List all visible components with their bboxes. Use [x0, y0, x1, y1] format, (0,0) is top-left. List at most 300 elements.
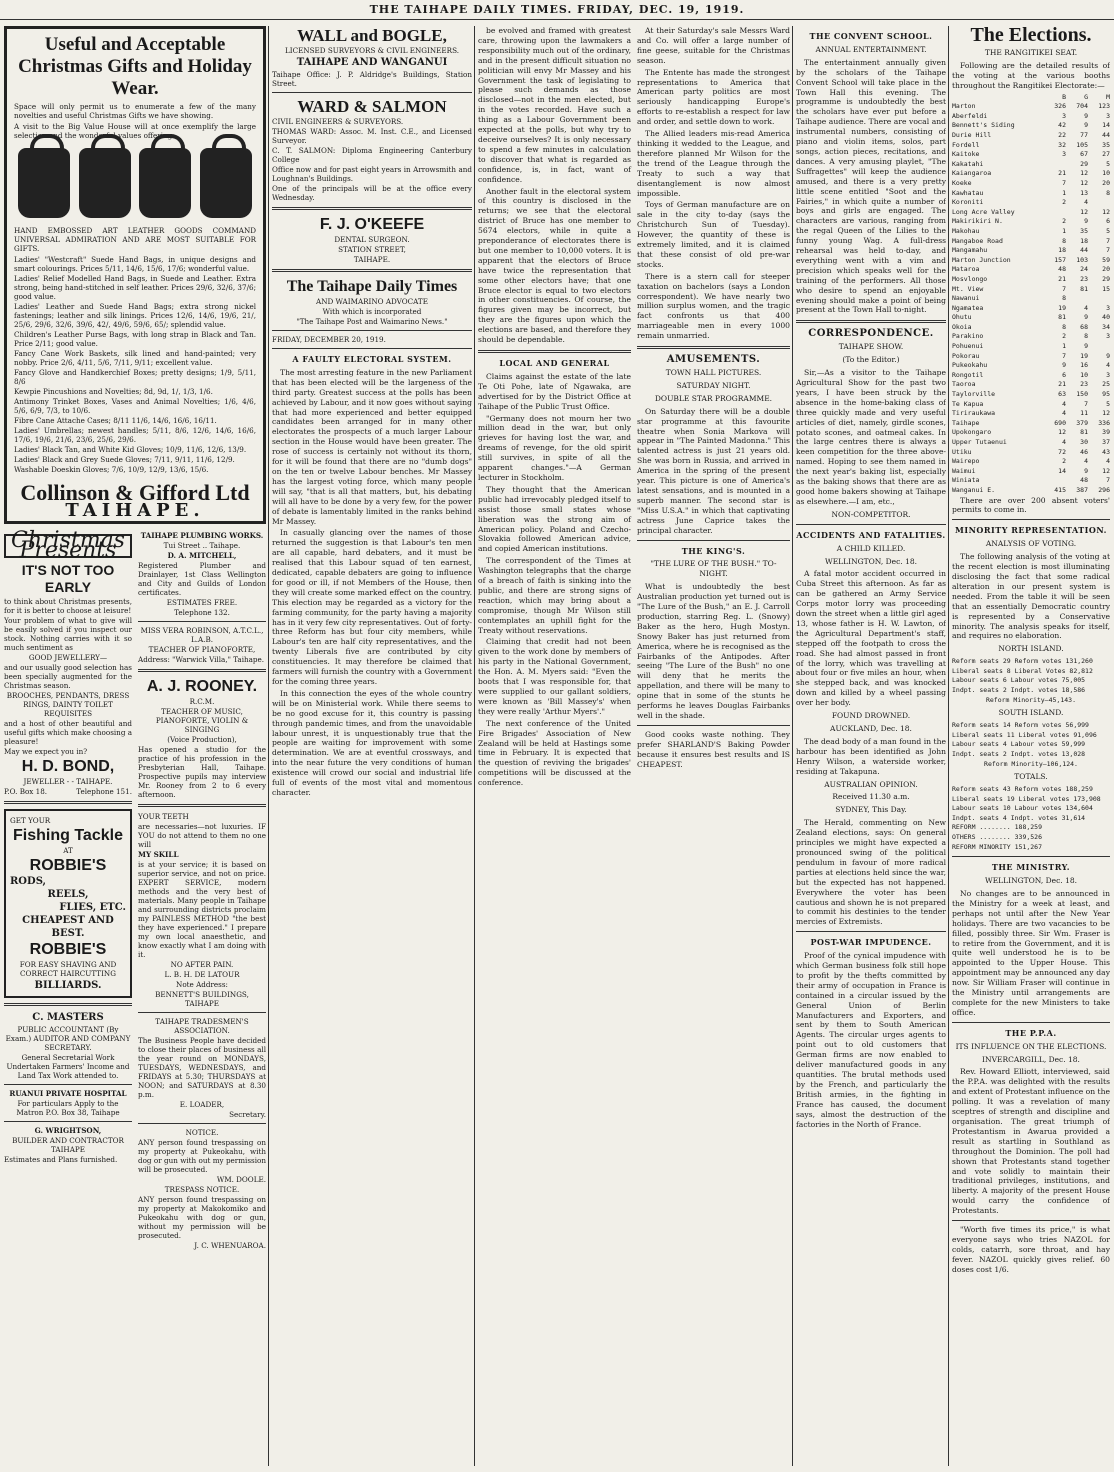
booth-g: 379 [1076, 418, 1088, 427]
bond-text: May we expect you in? [4, 746, 88, 756]
booth-name: Koroniti [952, 198, 984, 207]
booth-name: Nawanui [952, 294, 980, 303]
booth-row [952, 419, 1110, 429]
booth-row [952, 198, 1110, 208]
booth-g: 16 [1080, 361, 1088, 370]
gifts-lead: HAND EMBOSSED ART LEATHER GOODS COMMAND UNIVERSAL ADMIRATION AND ARE MOST SUITABLE FOR GIFTS. [14, 226, 256, 253]
booth-name: Taoroa [952, 380, 976, 389]
analysis-line: Reform seats 14 Reform votes 56,999 [952, 721, 1089, 730]
booth-g: 30 [1080, 438, 1088, 446]
notice-text: ANY person found trespassing on my property at Makokomiko and Pukeokahu with dog or gun, without my permission will be prosecuted. [138, 1194, 266, 1240]
rooney-text: Has opened a studio for the practice of his profession in the Presbyterian Hall, Taihape. Prospective pupils may interview Mr. Rooney from 2 to 6 every afternoon. [138, 744, 266, 799]
rooney-degree: R.C.M. [189, 696, 215, 706]
booth-m: 12 [1102, 207, 1110, 216]
plumbing-est: ESTIMATES FREE. [166, 597, 238, 607]
gift-item: Fancy Cane Work Baskets, silk lined and hand-painted; very nobby. Price 2/6, 4/11, 5/6, 7/11, 9/11; excellent value. [14, 349, 256, 367]
booth-g: 9 [1084, 313, 1088, 322]
analysis-line: Liberal seats 19 Liberal votes 173,908 [952, 794, 1101, 803]
booth-m: 20 [1102, 178, 1110, 187]
divider [4, 801, 132, 804]
bond-text: to think about Christmas presents, for it is better to choose at leisure! [4, 596, 132, 615]
amusements-title: AMUSEMENTS. [666, 354, 761, 366]
booth-g: 9 [1084, 121, 1088, 130]
ppa-sub: ITS INFLUENCE ON THE ELECTIONS. [955, 1041, 1107, 1051]
booth-m: 4 [1106, 361, 1110, 370]
booth-m: 9 [1106, 351, 1110, 360]
booth-name: Parakino [952, 332, 984, 341]
divider [637, 540, 790, 541]
wall-towns: TAIHAPE AND WANGANUI [296, 57, 448, 68]
booth-m: 95 [1102, 390, 1110, 399]
booth-m: 25 [1102, 380, 1110, 389]
booth-m: 8 [1106, 188, 1110, 197]
booth-b: 2 [1062, 332, 1066, 341]
booth-b: 8 [1062, 322, 1066, 331]
gift-item: Ladies' Umbrellas; newest handles; 5/11, 8/6, 12/6, 14/6, 16/6, 17/6, 19/6, 21/6, 23/6, 25/6, 29/6. [14, 426, 256, 444]
masters-line: General Secretarial Work Undertaken Farmers' Income and Land Tax Work attended to. [6, 1052, 130, 1080]
booth-g: 4 [1084, 303, 1088, 312]
booth-b: 81 [1058, 313, 1066, 322]
analysis-line: Reform seats 29 Reform votes 131,260 [952, 657, 1093, 666]
booth-row [952, 121, 1110, 131]
booth-b: 32 [1058, 140, 1066, 149]
paper-name: The Taihape Daily Times [286, 278, 458, 295]
gift-item: Fibre Cane Attache Cases; 8/11 11/6, 14/6, 16/6, 16/11. [14, 416, 217, 425]
paper-date: FRIDAY, DECEMBER 20, 1919. [272, 335, 386, 344]
plumbing-addr: Tui Street .. Taihape. [163, 540, 241, 550]
divider [796, 320, 946, 323]
robbie-line: Fishing Tackle [13, 826, 123, 844]
nazol-advertisement: "Worth five times its price," is what everyone says who tries NAZOL for colds, catarrh, sore throat, and hay fever. NAZOL quickly gives relief. 60 doses cost 1/6. [952, 1225, 1110, 1274]
analysis-line: Liberal seats 8 Liberal Votes 82,812 [952, 666, 1093, 675]
ministry-place: WELLINGTON, Dec. 18. [984, 876, 1077, 886]
amusements-sub: DOUBLE STAR PROGRAMME. [654, 393, 773, 403]
correspondence-to: (To the Editor.) [842, 355, 900, 365]
booth-g: 44 [1080, 246, 1088, 255]
ward-line: THOMAS WARD: Assoc. M. Inst. C.E., and Licensed Surveyor. [272, 127, 472, 145]
booth-name: Ngamatea [952, 303, 984, 312]
booth-name: Ohutu [952, 313, 972, 322]
firm-name: Collinson & Gifford Ltd [20, 480, 250, 505]
ministry-paragraph: No changes are to be announced in the Ministry for a week at least, and perhaps not until after the New Year holidays. There are two vacancies to be filled, possibly three. Sir Wm. Fraser is to retire from the Government, and it is quite well understood he is to be appointed to the Upper House. This appointment may be announced any day now. Sir William Fraser will continue in the Ministry until arrangements are complete for the new Ministers to take office. [952, 888, 1110, 1017]
minority-title: MINORITY REPRESENTATION. [955, 525, 1107, 536]
booth-row [952, 371, 1110, 381]
robbie-line: CHEAPEST AND BEST. [22, 914, 114, 939]
booth-b [1044, 476, 1066, 486]
booth-row [952, 265, 1110, 275]
column-rule [792, 26, 793, 1466]
booth-m: 14 [1102, 121, 1110, 130]
booth-b: 2 [1062, 198, 1066, 207]
divider [478, 350, 631, 353]
booth-name: Wanganui E. [952, 485, 996, 494]
dentist-line: NO AFTER PAIN. [170, 959, 234, 969]
amusements-sub: SATURDAY NIGHT. [676, 380, 751, 390]
ward-name: WARD & SALMON [297, 97, 447, 116]
booth-m: 34 [1102, 322, 1110, 331]
booth-name: Upokongaro [952, 428, 992, 437]
booth-m: 7 [1106, 246, 1110, 255]
booth-m: 7 [1106, 476, 1110, 485]
booth-name: Kaiangaroa [952, 169, 992, 178]
booth-row [952, 380, 1110, 390]
booth-m: 40 [1102, 313, 1110, 322]
booth-header-row [952, 93, 1110, 103]
booth-b: 72 [1058, 447, 1066, 456]
drowned-paragraph: The dead body of a man found in the harbour has been identified as John Henry Wilson, a waterside worker, residing at Takapuna. [796, 736, 946, 776]
article-paragraph: be evolved and framed with greatest care, throwing upon the lawmakers a responsibility much out of the ordinary, and in the present difficult situation no politician will envy Mr Massey and his Government the task of legislating to please such demands as those disclosed—not in the men elected, but in the votes recorded. Have such a thing as a Labour Government been expected at the polls, but why try to deceive ourselves? It is only necessary to spend a few minutes in calculation to discover that what is regarded as confidence, is, in fact, want of confidence. [478, 26, 631, 184]
booth-g: 13 [1080, 188, 1088, 197]
traders-title: TAIHAPE TRADESMEN'S ASSOCIATION. [155, 1016, 249, 1035]
rooney-role: TEACHER OF MUSIC, PIANOFORTE, VIOLIN & SINGING [155, 706, 249, 734]
okeefe-town: TAIHAPE. [353, 255, 391, 264]
divider [138, 669, 266, 672]
booth-b: 2 [1062, 217, 1066, 226]
australian-place: SYDNEY, This Day. [835, 805, 907, 815]
booth-row [952, 304, 1110, 314]
booth-m: 12 [1102, 466, 1110, 475]
booth-row [952, 131, 1110, 141]
booth-b: 690 [1054, 418, 1066, 427]
booth-b: 2 [1062, 457, 1066, 466]
booth-g: 150 [1076, 390, 1088, 399]
booth-b: 1 [1062, 342, 1066, 351]
booth-b: 3 [1062, 111, 1066, 120]
booth-b: 19 [1058, 303, 1066, 312]
local-paragraph: The next conference of the United Fire Brigades' Association of New Zealand will be held at Hastings some time in February. It is expected that the question of reviving the brigades' competitions will be discussed at the conference. [478, 718, 631, 788]
booth-row [952, 112, 1110, 122]
elections-intro: Following are the detailed results of the voting at the various booths throughout the Rangitikei Electorate:— [952, 60, 1110, 90]
booth-m: 7 [1106, 236, 1110, 245]
booth-name: Pokorau [952, 351, 980, 360]
booth-b: 14 [1058, 466, 1066, 475]
booth-row [952, 217, 1110, 227]
news-paragraph: The Allied leaders mis-read America thinking it wedded to the League, and therefore planned Mr Wilson for the the trend of the League through the Treaty to such a way that disentanglement is now almost impossible. [637, 129, 790, 198]
correspondence-sub: TAIHAPE SHOW. [838, 342, 904, 352]
gift-item: Ladies' Relief Modelled Hand Bags, in Suede and Leather. Extra strong, being hand-stitched in self leather. Prices 29/6, 32/6, 37/6; good value. [14, 274, 256, 301]
booth-g: 81 [1080, 284, 1088, 293]
article-paragraph: Another fault in the electoral system of this country is disclosed in the returns; we see that the electoral district of Bruce has one member to 5674 electors, while in quite a preponderance of electorates there is but one member to 10,000 voters. It is apparent that the electors of Bruce have twice the representation that some other electors have; that one Bruce elector is equal to two electors in other constituencies. Of course, the figures given may be incorrect, but they are the figures upon which the elections are based, and therefore they should be dependable. [478, 186, 631, 345]
booth-m: 43 [1102, 447, 1110, 456]
booth-row [952, 409, 1110, 419]
column-rule [474, 26, 475, 1466]
booth-row [952, 160, 1110, 170]
booth-g: 9 [1084, 466, 1088, 475]
booth-b [1044, 208, 1066, 218]
divider [4, 1084, 132, 1085]
booth-name: Long Acre Valley [952, 207, 1015, 216]
traders-sig: E. LOADER, [179, 1099, 225, 1109]
booth-m [1088, 294, 1110, 304]
booth-b: 4 [1062, 438, 1066, 446]
booth-g: 12 [1080, 169, 1088, 178]
bond-name: H. D. BOND, [21, 757, 115, 775]
booth-b [1044, 160, 1066, 170]
local-general-title: LOCAL AND GENERAL [499, 358, 610, 368]
analysis-line: REFORM ........ 188,259 [952, 823, 1043, 832]
dentist-name: L. B. H. DE LATOUR [164, 969, 240, 979]
editorial-paragraph: In casually glancing over the names of those returned the suggestion is that Labour's ten men are all capable, hard debaters, and it must be realised that this Labour squad of ten earnest, dedicated, capable debaters are going to influence for good or ill, if not Members of the House, then they will create some marked effect on the country. This election may be regarded as a victory for the farming community, for the party having a majority has in it very few city representatives. Out of forty-three Reform has but four city members, while Labour's ten are half city representatives, and the twenty Liberals five are contributed by city constituencies. It may therefore be claimed that farmers will furnish the country with a Government for the coming three years. [272, 528, 472, 686]
booth-name: Tiriraukawa [952, 409, 996, 418]
booth-b: 1 [1062, 226, 1066, 235]
booth-name: Kaitoke [952, 150, 980, 159]
hospital-text: For particulars Apply to the Matron P.O. Box 38, Taihape [16, 1098, 120, 1117]
robinson-name: MISS VERA ROBINSON, A.T.C.L., L.A.B. [140, 625, 264, 644]
divider [138, 1012, 266, 1013]
booth-name: Pukeokahu [952, 361, 988, 370]
booth-name: Waimui [952, 466, 976, 475]
robbie-line: AT [63, 845, 73, 855]
robinson-role: TEACHER OF PIANOFORTE, [148, 644, 256, 654]
booth-m: 5 [1106, 226, 1110, 235]
notice-sig: J. C. WHENUAROA. [194, 1240, 266, 1250]
robbie-line: REELS, [47, 888, 89, 900]
booth-name: Upper Tutaenui [952, 438, 1007, 446]
bond-role: JEWELLER - - TAIHAPE. [23, 776, 113, 786]
divider [796, 524, 946, 525]
booth-b: 12 [1058, 428, 1066, 437]
gift-item: Ladies' "Westcraft" Suede Hand Bags, in unique designs and smart colourings. Prices 5/11, 14/6, 15/6, 17/6; wonderful value. [14, 255, 256, 273]
booth-g: 387 [1076, 485, 1088, 494]
amusements-sub: TOWN HALL PICTURES. [665, 368, 762, 377]
booth-b: 415 [1054, 485, 1066, 494]
booth-g: 10 [1080, 370, 1088, 379]
handbag-illustrations [14, 148, 256, 218]
kings-sub: "THE LURE OF THE BUSH." TO-NIGHT. [650, 559, 777, 579]
ward-line: One of the principals will be at the office every Wednesday. [272, 184, 472, 202]
booth-m: 5 [1106, 159, 1110, 168]
booth-g: 4 [1084, 457, 1088, 466]
gift-item: Children's Leather Purse Bags, with long strap in Black and Tan. Price 2/11; good value. [14, 330, 256, 348]
bond-text: GOOD JEWELLERY— [28, 652, 108, 662]
robbie-line: FLIES, ETC. [59, 901, 126, 913]
booth-row [952, 256, 1110, 266]
booth-b: 3 [1062, 150, 1066, 159]
booth-g: 103 [1076, 255, 1088, 264]
booth-name: Fordell [952, 140, 980, 149]
booth-g: 9 [1084, 342, 1088, 351]
convent-title: THE CONVENT SCHOOL. [809, 31, 933, 41]
booth-g: 18 [1080, 236, 1088, 245]
booth-row [952, 400, 1110, 410]
column-rule [948, 26, 949, 1466]
analysis-line: Indpt. seats 2 Indpt. votes 13,028 [952, 749, 1086, 758]
paper-post: "The Taihape Post and Waimarino News." [296, 317, 448, 326]
dentist-addr: Note Address: [176, 979, 228, 989]
south-island-title: SOUTH ISLAND. [998, 708, 1064, 718]
booth-name: Kakatahi [952, 159, 984, 168]
okeefe-role: DENTAL SURGEON. [334, 235, 410, 244]
notice-text: ANY person found trespassing on my property at Pukeokahu, with dog or gun with out my permission will be prosecuted. [138, 1137, 266, 1174]
booth-row [952, 169, 1110, 179]
robbie-line: RODS, [10, 875, 47, 887]
booth-g: 12 [1080, 178, 1088, 187]
ward-role: CIVIL ENGINEERS & SURVEYORS. [272, 117, 404, 126]
booth-m: 6 [1106, 217, 1110, 226]
booth-b: 9 [1062, 361, 1066, 370]
booth-b: 8 [1062, 294, 1066, 303]
convent-paragraph: The entertainment annually given by the scholars of the Taihape Convent School will take place in the Town Hall this evening. The programme is undoubtedly the best the scholars have ever put before a Taihape audience. There are vocal and instrumental numbers, consisting of piano and violin items, solos, part songs, action pieces, recitations, and dances. A very amusing playlet, "The Suffragettes" will keep the audience amused, and there is a very pretty little scene entitled "Soot and the Fairies," in which quite a number of boys and girls are engaged. The characters are various, ranging from the regal Queen of the Lilies to the funny young Wag. A full-dress rehearsal was held to-day, and everything went with a vim and precision which speaks well for the training of the performers. All those who desire to spend an enjoyable evening should make a point of being present at the Town Hall to-night. [796, 57, 946, 315]
booth-g: 11 [1080, 409, 1088, 418]
booth-name: Pohuenui [952, 342, 984, 351]
ward-line: Office now and for past eight years in Arrowsmith and Loughnan's Buildings. [272, 165, 472, 183]
divider [796, 931, 946, 932]
booth-m: 3 [1106, 111, 1110, 120]
booth-name: Winiata [952, 476, 980, 485]
booth-g: 46 [1080, 447, 1088, 456]
booth-row [952, 237, 1110, 247]
booth-m [1088, 198, 1110, 208]
booth-row [952, 208, 1110, 218]
booth-row [952, 141, 1110, 151]
local-paragraph: Claiming that credit had not been given to the work done by members of his party in the National Government, the Hon. A. M. Myers said: "Even the boots that I was responsible for, that were supplied to our gallant soldiers, were known as 'Bill Massey's' when they were really 'Arthur Myers'." [478, 637, 631, 716]
dentist-line: YOUR TEETH [138, 811, 189, 821]
booth-row [952, 476, 1110, 486]
divider [4, 1003, 132, 1006]
booth-g: 23 [1080, 274, 1088, 283]
minority-sub: ANALYSIS OF VOTING. [985, 539, 1077, 549]
booth-m: 10 [1102, 169, 1110, 178]
dentist-line: MY SKILL [138, 849, 179, 859]
booth-name: Marton [952, 102, 976, 111]
booth-g: 105 [1076, 140, 1088, 149]
divider [272, 269, 472, 272]
accidents-title: ACCIDENTS AND FATALITIES. [796, 529, 946, 540]
plumbing-title: TAIHAPE PLUMBING WORKS. [140, 530, 264, 540]
header-cell: M [1106, 92, 1110, 101]
handbag-image [79, 148, 131, 218]
booth-b: 6 [1062, 370, 1066, 379]
gift-item: Ladies' Black Tan, and White Kid Gloves; 10/9, 11/6, 12/6, 13/9. [14, 445, 247, 454]
analysis-line: Labour seats 6 Labour votes 75,005 [952, 676, 1086, 685]
dentist-line: are necessaries—not luxuries. IF YOU do not attend to them no one will [138, 821, 266, 849]
booth-g: 24 [1080, 265, 1088, 274]
notice-sig: WM. DOOLE. [216, 1174, 266, 1184]
booth-row [952, 428, 1110, 438]
bond-text: Your problem of what to give will be easily solved if you inspect our stock. Nothing carries with it so much sentiment as [4, 615, 132, 652]
booth-m: 59 [1102, 255, 1110, 264]
divider [952, 519, 1110, 520]
booth-name: Rongotil [952, 370, 984, 379]
booth-results-table [952, 93, 1110, 496]
local-paragraph: "Germany does not mourn her two million dead in the war, but only grieves for having lost the war, and dreams of revenge, for the old spirit still survives, in spite of all the apparent changes."—A German lecturer in Stockholm. [478, 413, 631, 482]
postwar-paragraph: Proof of the cynical impudence with which German business folk still hope to profit by the thefts committed by their army of occupation in France is contained in a circular issued by the General Union of Berlin Manufacturers and Exporters, and sent by them to South American Agents. The circular urges agents to point out to old customers that German firms are now enabled to deliver manufactured goods in any quantities. The brutal methods used by the French, and particularly the British armies, in the fighting in France has caused, the document says, almost the destruction of the factories in the North of France. [796, 951, 946, 1129]
divider [272, 348, 472, 349]
analysis-line: Reform seats 43 Reform votes 188,259 [952, 785, 1093, 793]
divider [272, 207, 472, 210]
column-4 [796, 26, 946, 1466]
booth-name: Durie Hill [952, 131, 992, 139]
australian-received: Received 11.30 a.m. [832, 792, 910, 802]
ministry-title: THE MINISTRY. [991, 862, 1071, 873]
booth-name: Kawhatau [952, 188, 984, 197]
booth-g: 9 [1084, 111, 1088, 120]
booth-g [1066, 294, 1088, 304]
booth-g: 4 [1084, 198, 1088, 207]
plumbing-name: D. A. MITCHELL, [167, 550, 237, 560]
column-1 [4, 26, 266, 1466]
booth-m: 12 [1102, 409, 1110, 418]
booth-name: Aberfeldi [952, 111, 988, 120]
booth-b: 157 [1054, 255, 1066, 264]
booth-b: 22 [1058, 131, 1066, 139]
analysis-line: Indpt. seats 2 Indpt. votes 18,586 [952, 686, 1086, 695]
totals-lines [952, 785, 1110, 852]
booths-note: There are over 200 absent voters' permits to come in. [952, 495, 1110, 515]
analysis-line: REFORM MINORITY 151,267 [952, 842, 1043, 851]
handbag-image [18, 148, 70, 218]
divider [138, 1123, 266, 1124]
booth-m: 296 [1098, 485, 1110, 494]
booth-row [952, 294, 1110, 304]
booth-m: 29 [1102, 274, 1110, 283]
booth-b: 7 [1062, 284, 1066, 293]
ward-line: C. T. SALMON: Diploma Engineering Canterbury College [272, 146, 472, 164]
booth-row [952, 390, 1110, 400]
booth-name: Utiku [952, 447, 972, 456]
elections-title: The Elections. [970, 26, 1092, 46]
booth-b: 18 [1058, 246, 1066, 255]
news-paragraph: There is a stern call for steeper taxation on bachelors (says a London correspondent). We have nearly two million surplus women, and the tragic fact confronts us that 400 marriageable men in every 1000 remain unmarried. [637, 271, 790, 341]
elections-sub: THE RANGITIKEI SEAT. [984, 48, 1078, 57]
booth-g: 29 [1080, 159, 1088, 168]
local-paragraph: They thought that the American public had irrevocably pledged itself to assist those small states whose liberation was the strong aim of American policy. Poland and Czecho-Slovakia followed American advice, and copied American institutions. [478, 484, 631, 554]
analysis-line: Labour seats 10 Labour votes 134,604 [952, 804, 1093, 813]
booth-row [952, 227, 1110, 237]
booth-g: 7 [1084, 399, 1088, 408]
notice-title: NOTICE. [185, 1127, 219, 1137]
south-island-lines [952, 721, 1110, 769]
north-island-lines [952, 657, 1110, 705]
plumbing-text: Registered Plumber and Drainlayer, 1st Class Wellington and City and Guilds of London certificates. [138, 560, 266, 597]
robbie-line: ROBBIE'S [29, 940, 107, 958]
booth-name: Marton Junction [952, 255, 1011, 264]
gift-item: Ladies' Leather and Suede Hand Bags; extra strong nickel fastenings; leather and silk linings. Prices 12/6, 14/6, 19/6, 21/, 25/6, 29/6, 32/6, 39/6, 42/, 49/6, 59/6, 65/; splendid value. [14, 302, 256, 329]
news-paragraph: Toys of German manufacture are on sale in the city to-day (says the Christchurch Sun of Tuesday). However, the quantity of these is extremely limited, and it is claimed that these consist of old pre-war stocks. [637, 200, 790, 269]
booth-m: 3 [1106, 332, 1110, 341]
wrightson-name: G. WRIGHTSON, [34, 1125, 102, 1135]
divider [138, 621, 266, 622]
kings-paragraph: What is undoubtedly the best Australian production yet turned out is "The Lure of the Bush," an E. J. Carroll production, starring Reg. L. (Snowy) Baker as the hero, Hugh Mostyn. Snowy Baker has just returned from America, where he is recognised as the Fairbanks of the Antipodes. After seeing "The Lure of the Bush" no one will deny that he merits the appellation, and there will be many to opine that in some of the stunts he performs he leaves Douglas Fairbanks well in the shade. [637, 582, 790, 720]
analysis-line: Indpt. seats 4 Indpt. votes 31,614 [952, 813, 1086, 822]
wall-text: Taihape Office: J. P. Aldridge's Buildings, Station Street. [272, 70, 472, 88]
firm-town: TAIHAPE. [65, 500, 205, 521]
booth-name: Taylorville [952, 390, 996, 399]
column-5 [952, 26, 1110, 1466]
booth-name: Mt. View [952, 284, 984, 293]
bond-text: and our usually good selection has been specially augmented for the Christmas season. [4, 662, 132, 690]
ppa-title: THE P.P.A. [1005, 1027, 1057, 1038]
rooney-name: A. J. ROONEY. [146, 677, 258, 695]
masters-line: PUBLIC ACCOUNTANT (By Exam.) AUDITOR AND COMPANY SECRETARY. [5, 1024, 131, 1052]
amusements-paragraph: On Saturday there will be a double star programme at this favourite theatre when Sonia Markova will appear in "The Painted Madonna." This talented actress is just 21 years old. She was born in Russia, and arrived in America in the spring of the present year. This picture is one of America's latest sensations, and is mounted in a superb manner. The second star is "Miss U.S.A." in which that captivating actress June Caprice takes the principal character. [637, 406, 790, 535]
booth-g: 35 [1080, 226, 1088, 235]
booth-name: Mangaboe Road [952, 236, 1003, 245]
booth-name: Makirikiri N. [952, 217, 1003, 226]
booth-m: 4 [1106, 457, 1110, 466]
booth-g: 23 [1080, 380, 1088, 389]
traders-role: Secretary. [229, 1109, 266, 1119]
editorial-paragraph: In this connection the eyes of the whole country will be on Ministerial work. While there seems to be no good excuse for it, this country is passing through pandemic times, and from the unavoidable labour unrest, it is unquestionably true that the people are waiting for improvement with some determination. We are at eventful crossways, and into the near future the very conditions of human existence will crowd our social and industrial life full of events of the most vital and momentous character. [272, 688, 472, 797]
header-cell: G [1084, 92, 1088, 101]
booth-row [952, 361, 1110, 371]
booth-b: 21 [1058, 380, 1066, 389]
correspondence-title: CORRESPONDENCE. [808, 328, 934, 340]
booth-row [952, 150, 1110, 160]
gift-item: Washable Doeskin Gloves; 7/6, 10/9, 12/9, 13/6, 15/6. [14, 465, 209, 474]
booth-b: 48 [1058, 265, 1066, 274]
column-rule [268, 26, 269, 1466]
